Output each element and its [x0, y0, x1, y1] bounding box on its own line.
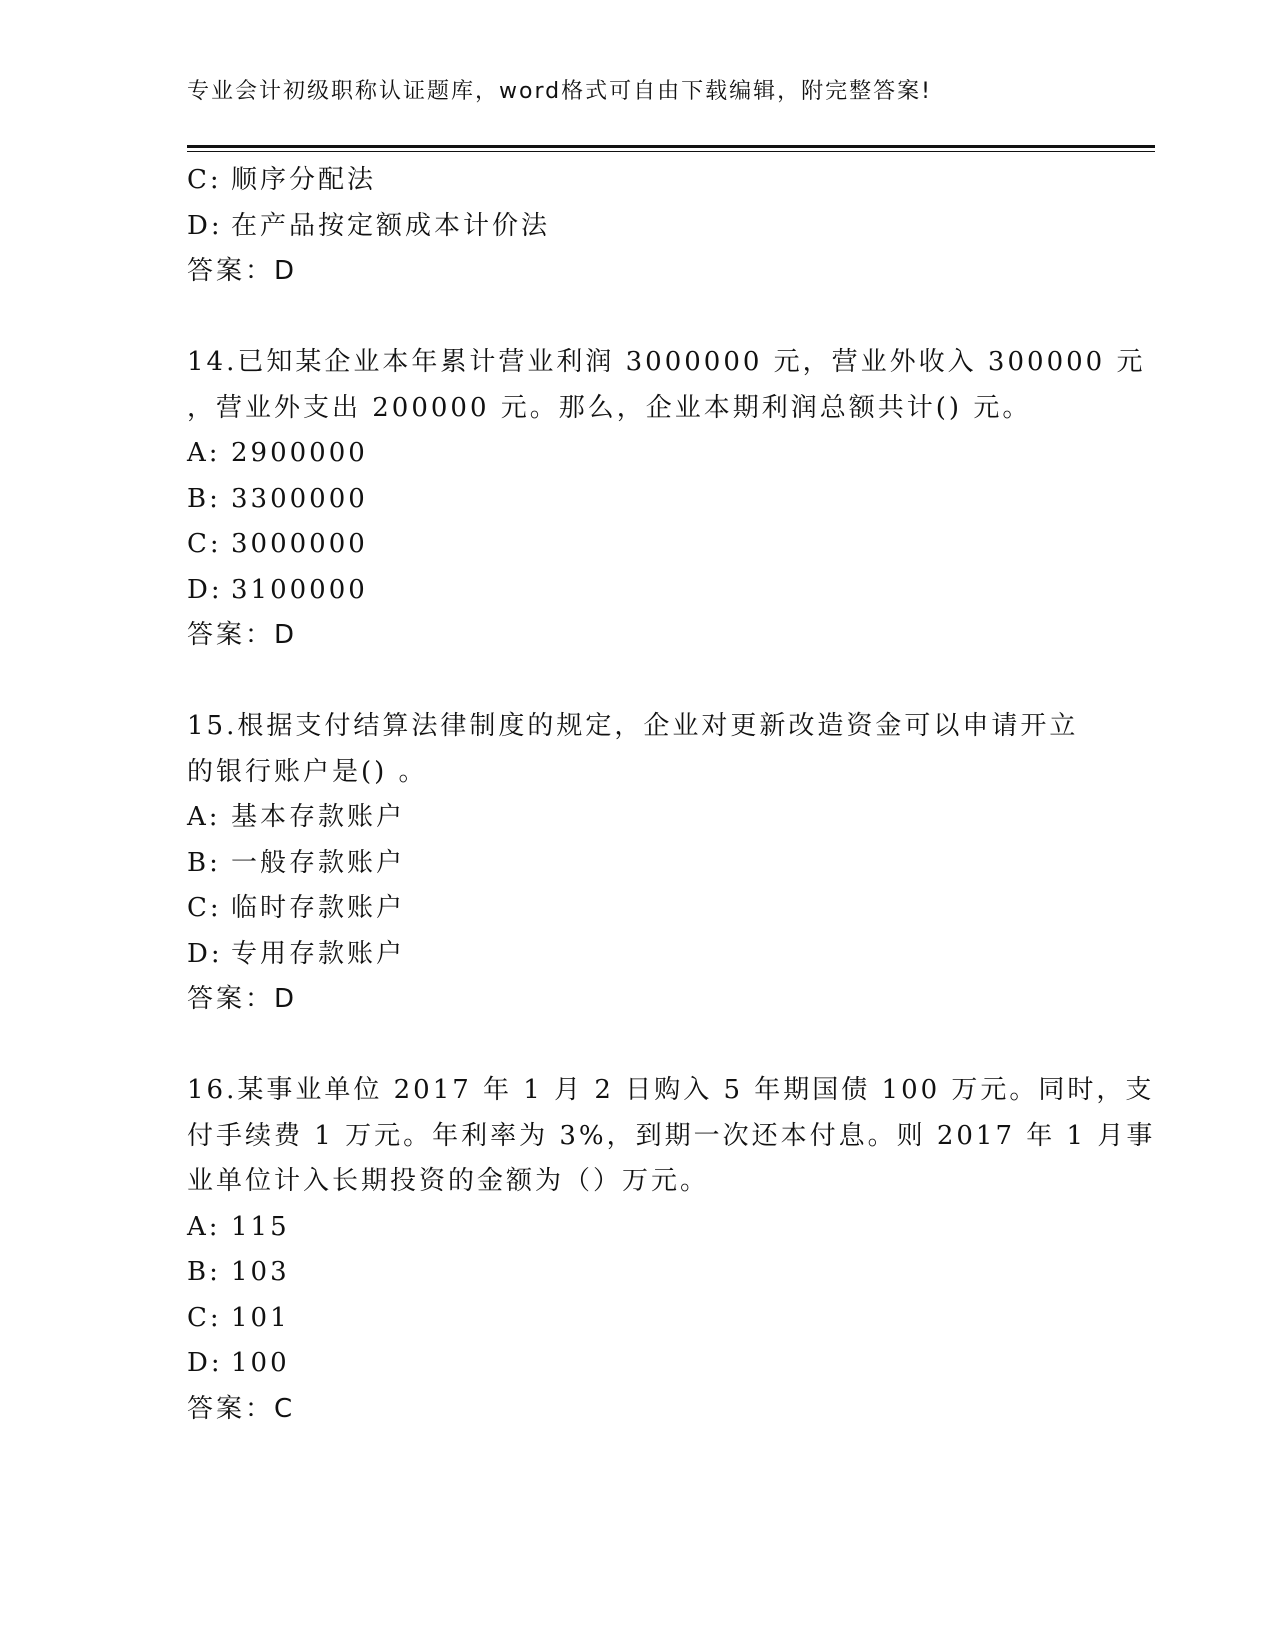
question-stem-line: 业单位计入长期投资的金额为（）万元。	[187, 1166, 710, 1196]
option-text: 3100000	[231, 574, 368, 605]
answer-key: 答案：C	[187, 1393, 296, 1424]
option-label: B:	[187, 483, 221, 514]
answer-option	[187, 431, 1087, 477]
question-stem-line: 16.某事业单位 2017 年 1 月 2 日购入 5 年期国债 100 万元。同时，支	[187, 1075, 1155, 1105]
answer-option	[187, 886, 1087, 932]
question-stem-line: 15.根据支付结算法律制度的规定，企业对更新改造资金可以申请开立	[187, 711, 1079, 741]
option-label: C:	[187, 529, 222, 559]
option-label: A:	[187, 1211, 221, 1242]
question-list	[187, 158, 1156, 1432]
question-stem-line: 14.已知某企业本年累计营业利润 3000000 元，营业外收入 300000 元	[187, 347, 1146, 377]
answer-key: 答案：D	[187, 984, 298, 1014]
answer-option	[187, 204, 1087, 250]
option-text: 3000000	[231, 529, 368, 559]
option-text: 115	[231, 1211, 290, 1242]
option-label: C:	[187, 893, 222, 923]
option-text: 100	[231, 1348, 290, 1378]
option-label: A:	[187, 438, 221, 468]
option-label: C:	[187, 1302, 222, 1333]
option-label: C:	[187, 165, 222, 195]
answer-key: 答案：D	[187, 256, 298, 286]
option-text: 一般存款账户	[231, 847, 406, 878]
option-label: D:	[187, 210, 223, 241]
option-text: 2900000	[231, 438, 368, 468]
page-header: 专业会计初级职称认证题库，word格式可自由下载编辑，附完整答案!	[187, 79, 932, 104]
header-rule-thick	[187, 145, 1155, 148]
block-gap	[187, 1023, 1087, 1069]
answer-option	[187, 795, 1087, 841]
header-rule-thin	[187, 151, 1155, 152]
question-stem-line: ，营业外支出 200000 元。那么，企业本期利润总额共计() 元。	[187, 392, 1032, 423]
option-label: D:	[187, 574, 223, 605]
answer-key: 答案：D	[187, 620, 298, 650]
option-text: 103	[231, 1257, 290, 1287]
question-stem-line: 付手续费 1 万元。年利率为 3%，到期一次还本付息。则 2017 年 1 月事	[187, 1120, 1156, 1151]
option-label: B:	[187, 1257, 221, 1287]
answer-option	[187, 158, 1087, 204]
option-label: D:	[187, 1348, 223, 1378]
option-label: D:	[187, 938, 223, 969]
option-text: 基本存款账户	[231, 802, 406, 832]
option-text: 顺序分配法	[231, 165, 377, 195]
answer-option	[187, 1341, 1087, 1387]
option-text: 3300000	[231, 483, 368, 514]
option-text: 在产品按定额成本计价法	[231, 210, 551, 241]
option-text: 临时存款账户	[231, 893, 406, 923]
option-text: 专用存款账户	[231, 938, 406, 969]
answer-option	[187, 1296, 1087, 1342]
answer-option	[187, 841, 1087, 887]
answer-option	[187, 932, 1087, 978]
option-label: B:	[187, 847, 221, 878]
option-text: 101	[231, 1302, 290, 1333]
answer-option	[187, 522, 1087, 568]
option-label: A:	[187, 802, 221, 832]
block-gap	[187, 659, 1087, 705]
answer-option	[187, 1205, 1087, 1251]
answer-option	[187, 568, 1087, 614]
block-gap	[187, 295, 1087, 341]
answer-option	[187, 1250, 1087, 1296]
answer-option	[187, 477, 1087, 523]
question-stem-line: 的银行账户是() 。	[187, 756, 428, 787]
